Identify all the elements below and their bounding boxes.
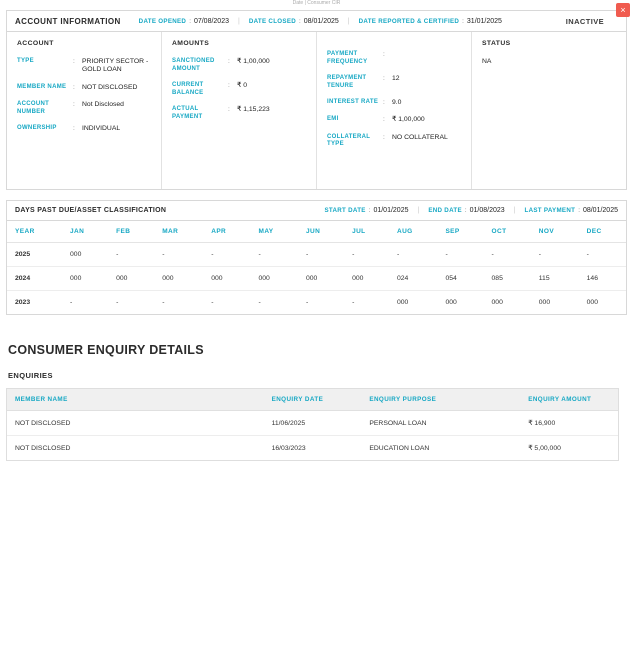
enq-purpose: EDUCATION LOAN xyxy=(369,444,430,452)
enq-col-enquiry-date: ENQUIRY DATE xyxy=(264,389,362,411)
meta-date-closed xyxy=(249,18,339,25)
dpd-cell: - xyxy=(298,243,344,267)
dpd-col-jul: JUL xyxy=(344,221,389,243)
dpd-col-jun: JUN xyxy=(298,221,344,243)
page-title: CONSUMER ENQUIRY DETAILS xyxy=(8,343,204,357)
meta-separator: | xyxy=(513,207,516,214)
meta-separator: | xyxy=(417,207,420,214)
meta-date-opened-value: 07/08/2023 xyxy=(193,17,229,25)
enq-date: 16/03/2023 xyxy=(271,444,306,452)
account-information-body xyxy=(6,31,627,190)
status-badge: INACTIVE xyxy=(565,16,604,26)
field-interest-rate-label: INTEREST RATE xyxy=(327,99,379,105)
dpd-cell: - xyxy=(116,299,119,306)
dpd-cell: - xyxy=(70,299,73,306)
meta-date-closed-label: DATE CLOSED xyxy=(248,17,297,25)
enq-col-enquiry-amount: ENQUIRY AMOUNT xyxy=(520,389,618,411)
meta-date-opened-label: DATE OPENED xyxy=(138,17,187,25)
meta-colon: : xyxy=(462,17,464,25)
account-column xyxy=(7,32,162,189)
field-current-balance xyxy=(172,82,306,97)
field-current-balance-value: ₹ 0 xyxy=(237,82,247,89)
field-account-number-value: Not Disclosed xyxy=(82,101,124,109)
meta-colon: : xyxy=(299,17,301,25)
dpd-cell: 000 xyxy=(538,299,551,306)
dpd-cell: 054 xyxy=(437,267,483,291)
field-colon: : xyxy=(228,82,230,89)
dpd-col-year: YEAR xyxy=(7,221,62,243)
field-collateral-type-value: NO COLLATERAL xyxy=(392,133,448,141)
enquiries-subtitle: ENQUIRIES xyxy=(8,371,53,380)
dpd-cell: - xyxy=(305,299,309,306)
account-column-title: ACCOUNT xyxy=(17,40,54,47)
enq-date: 11/06/2025 xyxy=(264,411,362,436)
table-row xyxy=(7,291,626,315)
field-sanctioned-amount-value: ₹ 1,00,000 xyxy=(237,58,270,65)
field-emi xyxy=(327,116,461,124)
table-row xyxy=(7,267,626,291)
dpd-header xyxy=(6,200,627,220)
field-member-name-value: NOT DISCLOSED xyxy=(82,83,138,91)
meta-end-date xyxy=(428,207,504,214)
field-colon: : xyxy=(228,58,230,65)
field-colon: : xyxy=(73,58,75,65)
dpd-cell: - xyxy=(484,243,531,267)
meta-date-reported xyxy=(359,18,502,25)
enq-amount: ₹ 16,900 xyxy=(520,411,618,436)
enq-amount: ₹ 5,00,000 xyxy=(528,445,561,452)
field-colon: : xyxy=(73,101,75,109)
dpd-cell: - xyxy=(531,243,579,267)
dpd-cell: 000 xyxy=(251,267,298,291)
meta-last-payment-label: LAST PAYMENT xyxy=(524,207,576,214)
table-row xyxy=(7,436,618,461)
dpd-col-dec: DEC xyxy=(579,221,626,243)
field-payment-frequency-label: PAYMENT FREQUENCY xyxy=(327,51,368,65)
dpd-cell: 115 xyxy=(531,267,579,291)
field-ownership xyxy=(17,125,151,133)
enq-purpose: PERSONAL LOAN xyxy=(361,411,520,436)
dpd-cell: - xyxy=(437,243,483,267)
dpd-cell: - xyxy=(344,243,389,267)
dpd-col-oct: OCT xyxy=(484,221,531,243)
dpd-cell: - xyxy=(203,243,250,267)
dpd-cell: 000 xyxy=(491,299,503,306)
enq-col-member-name: MEMBER NAME xyxy=(7,389,264,411)
dpd-title: DAYS PAST DUE/ASSET CLASSIFICATION xyxy=(15,207,167,214)
dpd-col-sep: SEP xyxy=(437,221,483,243)
field-type-value: PRIORITY SECTOR - GOLD LOAN xyxy=(82,58,149,74)
dpd-cell: 085 xyxy=(484,267,531,291)
meta-start-date-value: 01/01/2025 xyxy=(373,207,409,214)
dpd-cell: 000 xyxy=(586,299,598,306)
dpd-cell: - xyxy=(108,243,154,267)
meta-separator: | xyxy=(347,17,350,25)
field-colon: : xyxy=(228,106,230,113)
field-colon: : xyxy=(73,83,75,91)
close-icon[interactable]: × xyxy=(616,3,630,17)
amounts-column-title: AMOUNTS xyxy=(172,40,210,47)
field-account-number xyxy=(17,101,151,116)
meta-date-reported-value: 31/01/2025 xyxy=(466,17,502,25)
enquiries-header-row xyxy=(7,389,618,411)
field-colon: : xyxy=(383,116,385,124)
dpd-cell: - xyxy=(211,299,214,306)
field-ownership-label: OWNERSHIP xyxy=(17,125,57,132)
dpd-col-jan: JAN xyxy=(62,221,108,243)
dpd-cell: - xyxy=(251,243,298,267)
enq-member-name: NOT DISCLOSED xyxy=(7,411,264,436)
field-emi-label: EMI xyxy=(327,116,339,123)
account-information-title: ACCOUNT INFORMATION xyxy=(15,16,121,26)
table-row xyxy=(7,243,626,267)
dpd-cell: 000 xyxy=(344,267,389,291)
field-colon: : xyxy=(383,99,385,106)
enq-member-name: NOT DISCLOSED xyxy=(15,444,71,452)
meta-separator: | xyxy=(238,17,240,25)
dpd-col-apr: APR xyxy=(203,221,250,243)
meta-start-date xyxy=(324,207,408,214)
field-colon: : xyxy=(73,125,75,133)
dpd-cell: 000 xyxy=(62,243,108,267)
dpd-year: 2023 xyxy=(15,299,31,306)
dpd-header-row xyxy=(7,221,626,243)
page-top-strip xyxy=(0,0,633,10)
dpd-cell: - xyxy=(258,299,261,306)
meta-last-payment-value: 08/01/2025 xyxy=(582,207,618,214)
meta-end-date-label: END DATE xyxy=(428,207,462,214)
dpd-col-mar: MAR xyxy=(154,221,203,243)
field-actual-payment xyxy=(172,106,306,121)
status-column xyxy=(472,32,626,189)
meta-colon: : xyxy=(368,207,371,214)
field-collateral-type-label: COLLATERAL TYPE xyxy=(327,133,371,148)
field-type xyxy=(17,58,151,75)
field-interest-rate xyxy=(327,99,461,107)
field-colon: : xyxy=(383,75,385,82)
field-member-name xyxy=(17,84,151,92)
dpd-year: 2024 xyxy=(7,267,62,291)
dpd-year: 2025 xyxy=(7,243,62,267)
status-value: NA xyxy=(482,58,492,65)
dpd-table-container xyxy=(6,220,627,315)
table-row xyxy=(7,411,618,436)
dpd-meta xyxy=(324,207,618,214)
top-strip-center: Date | Consumer CIR xyxy=(292,0,341,6)
dpd-cell: 000 xyxy=(108,267,154,291)
field-repayment-tenure-value: 12 xyxy=(392,75,400,82)
meta-colon: : xyxy=(578,207,580,214)
dpd-cell: - xyxy=(389,243,437,267)
field-interest-rate-value: 9.0 xyxy=(392,99,402,106)
dpd-cell: - xyxy=(352,299,355,306)
meta-last-payment xyxy=(525,207,618,214)
meta-date-closed-value: 08/01/2025 xyxy=(303,17,339,25)
field-account-number-label: ACCOUNT NUMBER xyxy=(17,101,50,115)
dpd-cell: - xyxy=(162,299,165,306)
dpd-cell: 024 xyxy=(389,267,437,291)
enq-col-enquiry-purpose: ENQUIRY PURPOSE xyxy=(361,389,520,411)
meta-colon: : xyxy=(464,207,467,214)
status-column-title: STATUS xyxy=(482,40,511,47)
meta-end-date-value: 01/08/2023 xyxy=(469,207,505,214)
field-collateral-type xyxy=(327,134,461,149)
meta-colon: : xyxy=(189,17,191,25)
dpd-cell: 000 xyxy=(203,267,250,291)
dpd-col-feb: FEB xyxy=(108,221,154,243)
dpd-col-aug: AUG xyxy=(389,221,437,243)
field-emi-value: ₹ 1,00,000 xyxy=(392,116,425,124)
dpd-cell: 000 xyxy=(154,267,203,291)
dpd-table xyxy=(7,221,626,314)
enquiries-table-container xyxy=(6,388,619,461)
dpd-cell: 146 xyxy=(579,267,626,291)
payment-terms-column xyxy=(317,32,472,189)
dpd-cell: - xyxy=(154,243,203,267)
field-actual-payment-value: ₹ 1,15,223 xyxy=(237,106,270,113)
field-member-name-label: MEMBER NAME xyxy=(17,83,67,90)
field-type-label: TYPE xyxy=(17,58,34,64)
dpd-cell: 000 xyxy=(445,299,457,306)
meta-date-reported-label: DATE REPORTED & CERTIFIED xyxy=(358,17,460,25)
dpd-cell: - xyxy=(579,243,626,267)
field-sanctioned-amount xyxy=(172,58,306,73)
field-current-balance-label: CURRENT BALANCE xyxy=(172,82,204,96)
dpd-cell: 000 xyxy=(62,267,108,291)
amounts-column xyxy=(162,32,317,189)
field-actual-payment-label: ACTUAL PAYMENT xyxy=(172,106,203,120)
field-payment-frequency xyxy=(327,51,461,66)
meta-date-opened xyxy=(139,18,229,25)
meta-start-date-label: START DATE xyxy=(324,207,366,214)
dpd-cell: 000 xyxy=(396,299,409,306)
dpd-col-nov: NOV xyxy=(531,221,579,243)
field-repayment-tenure-label: REPAYMENT TENURE xyxy=(327,75,367,89)
field-repayment-tenure xyxy=(327,75,461,90)
field-colon: : xyxy=(383,51,385,58)
field-colon: : xyxy=(383,133,385,141)
dpd-cell: 000 xyxy=(298,267,344,291)
enquiries-table xyxy=(7,389,618,460)
dpd-col-may: MAY xyxy=(251,221,298,243)
field-sanctioned-amount-label: SANCTIONED AMOUNT xyxy=(172,58,215,72)
field-ownership-value: INDIVIDUAL xyxy=(82,125,121,133)
account-information-header xyxy=(6,5,627,31)
